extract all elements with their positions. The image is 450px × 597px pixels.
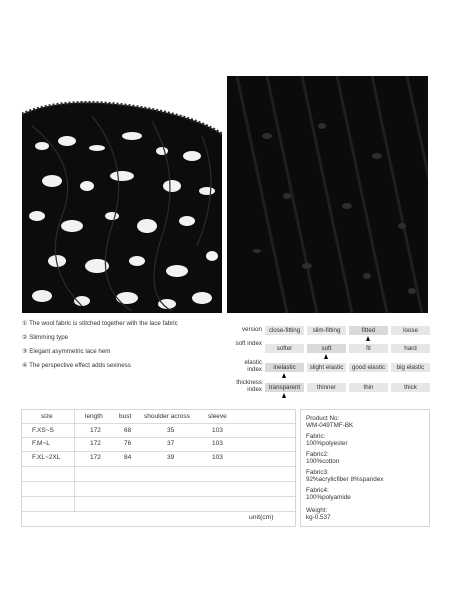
weight-label: Weight:	[306, 507, 328, 514]
crochet-lace-photo	[22, 76, 222, 313]
feature-item: ② Slimming type	[22, 334, 69, 341]
spec-option: good elastic	[349, 363, 388, 372]
spec-option: thinner	[307, 383, 346, 392]
size-table-header: shoulder across	[144, 413, 190, 420]
spec-option: fit	[349, 344, 388, 353]
spec-option-selected: inelastic	[265, 363, 304, 372]
size-table-cell: F.XS~S	[32, 427, 54, 434]
spec-option: softer	[265, 344, 304, 353]
spec-option: loose	[391, 326, 430, 335]
selection-arrow-icon	[282, 393, 286, 398]
fabric-value: 100%polyamide	[306, 494, 351, 501]
spec-option-selected: soft	[307, 344, 346, 353]
lace-knit-photo	[227, 76, 428, 313]
size-table-cell: 103	[212, 440, 223, 447]
spec-option: big elastic	[391, 363, 430, 372]
size-table-cell: F.XL~2XL	[32, 454, 61, 461]
spec-label: thickness index	[236, 379, 262, 393]
spec-option: hard	[391, 344, 430, 353]
size-table-cell: 39	[167, 454, 175, 461]
size-table-cell: 172	[90, 427, 101, 434]
feature-list	[22, 320, 227, 376]
size-table-header: size	[41, 413, 53, 420]
product-no-label: Product No:	[306, 415, 340, 422]
product-no-value: WM-049TMF-BK	[306, 422, 354, 429]
spec-label: soft index	[235, 340, 262, 347]
size-table-cell: F.M~L	[32, 440, 50, 447]
spec-option: slight elastic	[307, 363, 346, 372]
fabric-value: 100%cotton	[306, 458, 340, 465]
fabric-value: 92%acrylicfiber 8%spandex	[306, 476, 384, 483]
spec-label: elastic index	[244, 359, 262, 373]
selection-arrow-icon	[324, 354, 328, 359]
fabric-label: Fabric3:	[306, 469, 329, 476]
unit-label: unit(cm)	[249, 514, 274, 521]
spec-label: version	[242, 326, 262, 333]
feature-item: ④ The perspective effect adds sexiness	[22, 362, 131, 369]
size-table-cell: 172	[90, 454, 101, 461]
fabric-label: Fabric2:	[306, 451, 329, 458]
size-table-cell: 76	[124, 440, 132, 447]
size-table	[21, 409, 296, 527]
size-table-cell: 68	[124, 427, 132, 434]
size-table-cell: 37	[167, 440, 175, 447]
spec-option-selected: fitted	[349, 326, 388, 335]
size-table-cell: 103	[212, 454, 223, 461]
spec-option: slim-fitting	[307, 326, 346, 335]
spec-option-selected: transparent	[265, 383, 304, 392]
size-table-header: bust	[119, 413, 132, 420]
spec-option: thick	[391, 383, 430, 392]
feature-item: ③ Elegant asymmetric lace hem	[22, 348, 111, 355]
size-table-header: length	[85, 413, 103, 420]
size-table-cell: 103	[212, 427, 223, 434]
selection-arrow-icon	[366, 336, 370, 341]
spec-row-thickness-index	[232, 379, 428, 403]
spec-option: thin	[349, 383, 388, 392]
fabric-label: Fabric4:	[306, 487, 329, 494]
spec-option: close-fitting	[265, 326, 304, 335]
fabric-value: 100%polyester	[306, 440, 348, 447]
fabric-label: Fabric:	[306, 433, 326, 440]
weight-value: kg-0.537	[306, 514, 331, 521]
size-table-cell: 84	[124, 454, 132, 461]
selection-arrow-icon	[282, 373, 286, 378]
product-info-panel	[300, 409, 430, 527]
size-table-cell: 172	[90, 440, 101, 447]
size-table-cell: 35	[167, 427, 175, 434]
feature-item: ① The wool fabric is stitched together with the lace fabric	[22, 320, 178, 327]
size-table-header: sleeve	[208, 413, 227, 420]
